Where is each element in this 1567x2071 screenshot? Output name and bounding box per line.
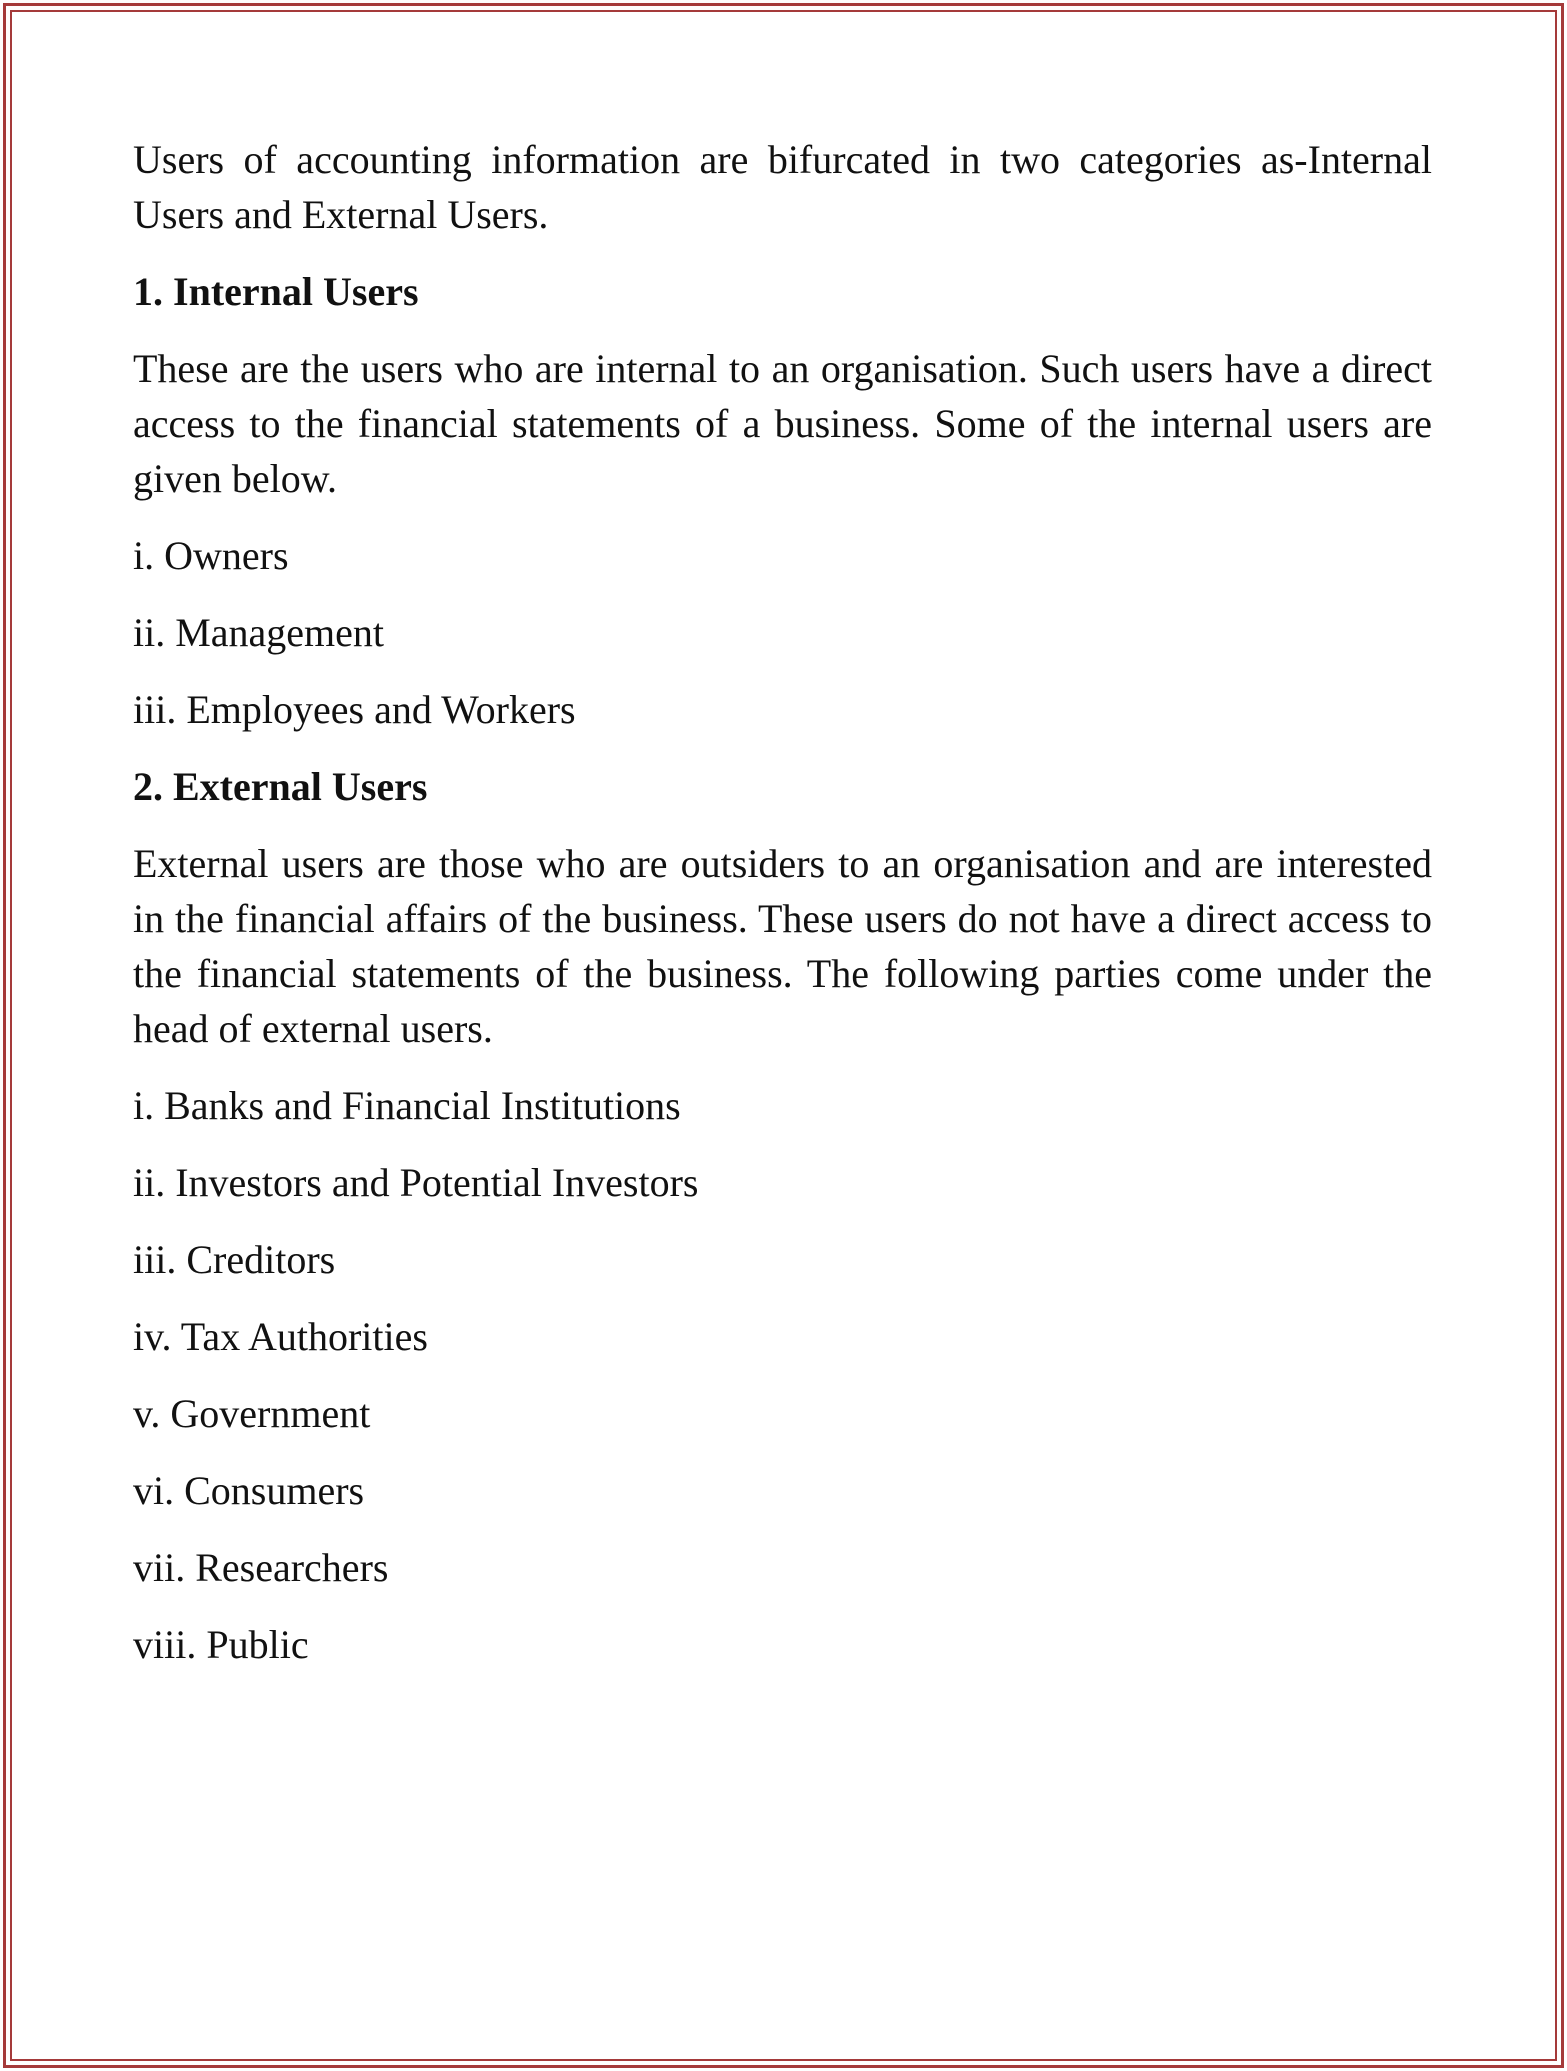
external-list-item: iii. Creditors bbox=[133, 1237, 336, 1282]
internal-list-item: iii. Employees and Workers bbox=[133, 687, 576, 732]
internal-users-heading: 1. Internal Users bbox=[133, 269, 419, 314]
external-list-item: iv. Tax Authorities bbox=[133, 1314, 428, 1359]
external-list-item: vii. Researchers bbox=[133, 1545, 389, 1590]
external-list-item: v. Government bbox=[133, 1391, 371, 1436]
intro-paragraph: Users of accounting information are bifurcated in two categories as-Internal Users and External Users. bbox=[133, 137, 1432, 237]
external-list-item: vi. Consumers bbox=[133, 1468, 365, 1513]
external-list-item: viii. Public bbox=[133, 1622, 309, 1667]
external-list-item: i. Banks and Financial Institutions bbox=[133, 1083, 681, 1128]
external-users-description: External users are those who are outsiders to an organisation and are interested in the financial affairs of the business. These users do not have a direct access to the financial statements of the business. The following parties come under the head of external users. bbox=[133, 841, 1432, 1051]
external-users-heading: 2. External Users bbox=[133, 764, 428, 809]
external-list-item: ii. Investors and Potential Investors bbox=[133, 1160, 699, 1205]
internal-users-description: These are the users who are internal to an organisation. Such users have a direct access to the financial statements of a business. Some of the internal users are given below. bbox=[133, 346, 1432, 501]
internal-list-item: i. Owners bbox=[133, 533, 289, 578]
internal-list-item: ii. Management bbox=[133, 610, 385, 655]
document-body bbox=[133, 132, 1432, 1694]
